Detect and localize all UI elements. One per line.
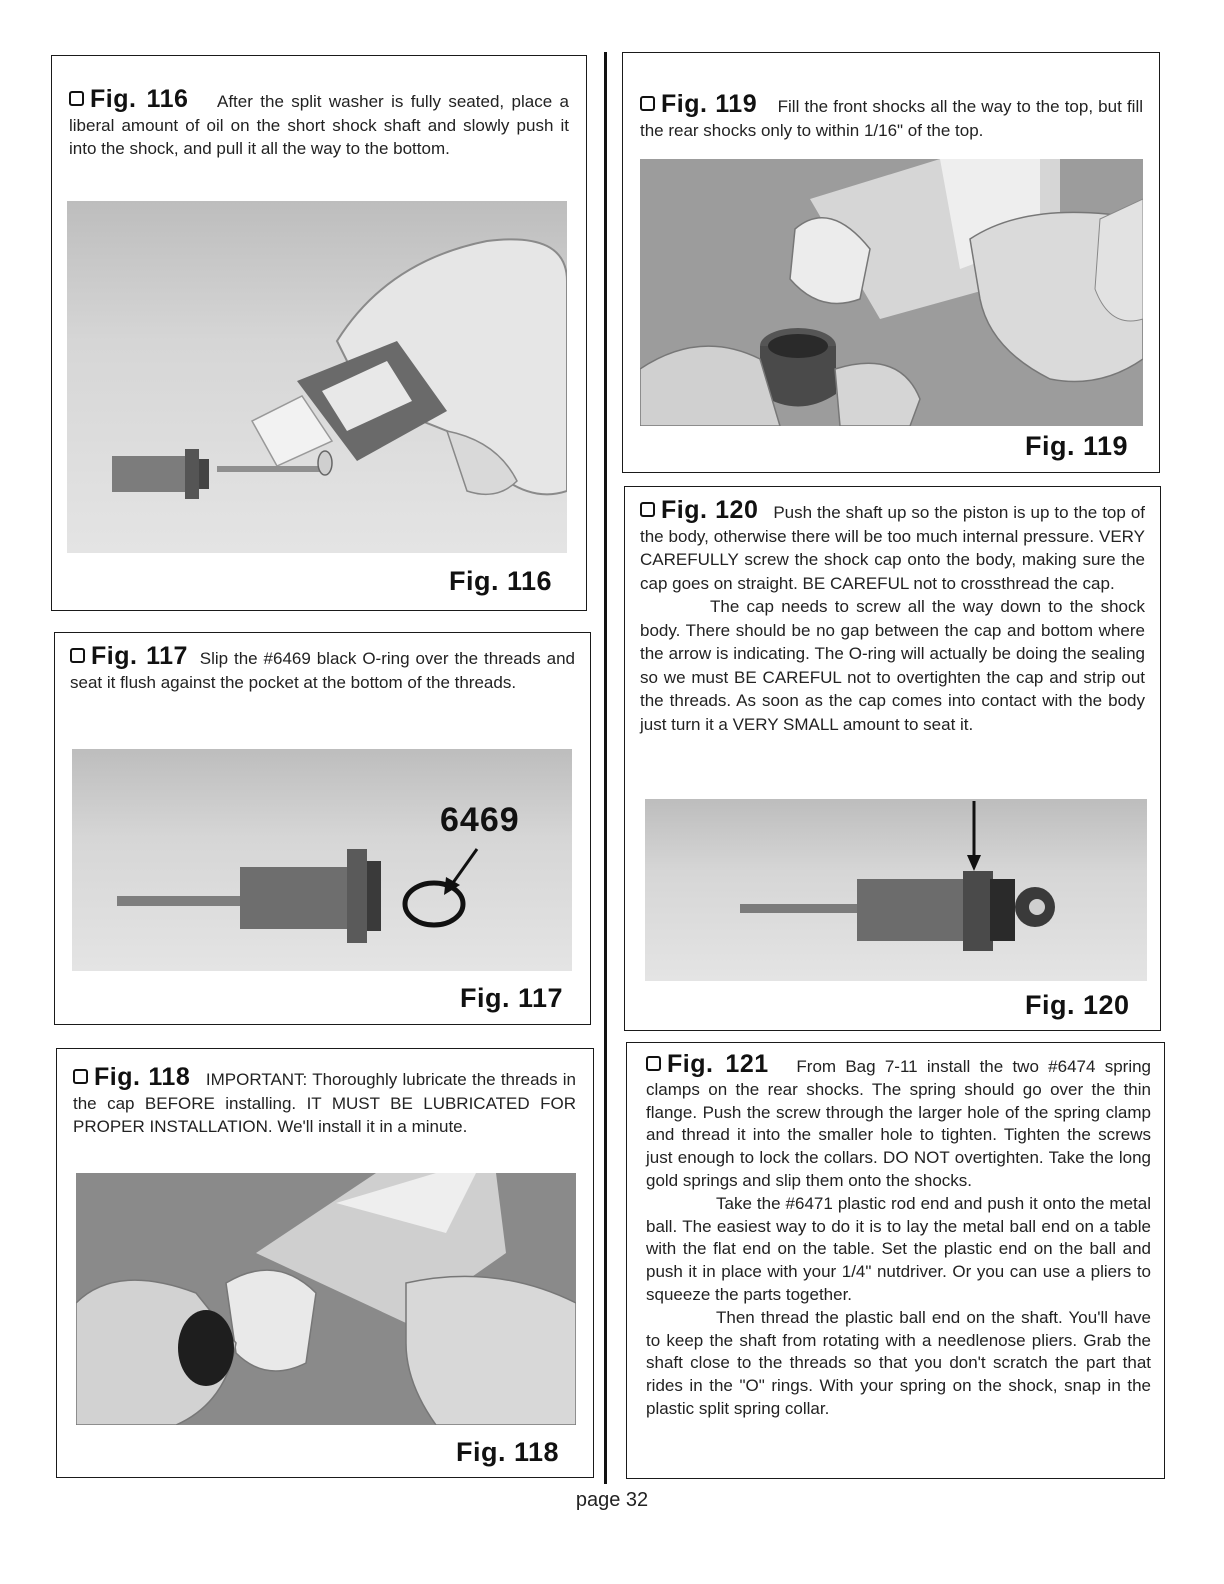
fig-120-photo xyxy=(645,799,1147,981)
checkbox-icon[interactable] xyxy=(646,1056,661,1071)
fig-117-heading: Fig. 117 xyxy=(91,642,188,670)
fig-119-photo xyxy=(640,159,1143,426)
fig-120-body-1: Push the shaft up so the piston is up to the top of the body, otherwise there will be too much internal pressure. VERY CAREFULLY screw the shock cap onto the body, making sure the cap goes on straight. BE CAREFUL not to crossthread the cap. xyxy=(640,503,1145,593)
fig-118-heading: Fig. 118 xyxy=(94,1063,191,1091)
fig-120-caption: Fig. 120 xyxy=(1025,990,1130,1020)
fig-116-caption: Fig. 116 xyxy=(449,566,553,596)
checkbox-icon[interactable] xyxy=(70,648,85,663)
fig-118-caption: Fig. 118 xyxy=(456,1437,560,1467)
page-number: page 32 xyxy=(575,1489,649,1511)
fig-121-body-2: Take the #6471 plastic rod end and push it onto the metal ball. The easiest way to do it is to lay the metal ball end on a table with the flat end on the table. Set the plastic end on the ball and push it in place with your 1/4" nutdriver. Or you can use a pliers to squeeze the parts together. xyxy=(646,1193,1151,1304)
fig-116-heading: Fig. 116 xyxy=(90,85,189,113)
fig-121-body-3: Then thread the plastic ball end on the shaft. You'll have to keep the shaft from rotating with a needlenose pliers. Grab the shaft close to the threads so that you don't scratch the part that rides in the "O" rings. With your spring on the shock, snap in the plastic split spring collar. xyxy=(646,1307,1151,1418)
fig-117-part-label: 6469 xyxy=(440,801,520,839)
fig-116-body: After the split washer is fully seated, place a liberal amount of oil on the short shock shaft and slowly push it into the shock, and pull it all the way to the bottom. xyxy=(69,92,569,158)
fig-118-body: IMPORTANT: Thoroughly lubricate the threads in the cap BEFORE installing. IT MUST BE LUBRICATED FOR PROPER INSTALLATION. We'll install it in a minute. xyxy=(73,1070,576,1136)
fig-120-box xyxy=(624,486,1161,1031)
fig-121-body-1: From Bag 7-11 install the two #6474 spring clamps on the rear shocks. The spring should go over the thin flange. Push the screw through the larger hole of the spring clamp and thread it into the smaller hole to tighten. Tighten the screws just enough to lock the collars. DO NOT overtighten. Take the long gold springs and slip them onto the shocks. xyxy=(646,1057,1152,1190)
fig-120-body-2: The cap needs to screw all the way down to the shock body. There should be no gap between the cap and bottom where the arrow is indicating. The O-ring will actually be doing the sealing so we must BE CAREFUL not to overtighten the cap and strip out the threads. As soon as the cap comes into contact with the body just turn it a VERY SMALL amount to seat it. xyxy=(640,597,1145,734)
fig-120-heading: Fig. 120 xyxy=(661,496,759,524)
fig-119-text xyxy=(640,90,1143,142)
checkbox-icon[interactable] xyxy=(640,502,655,517)
fig-121-box xyxy=(626,1042,1165,1479)
fig-119-body: Fill the front shocks all the way to the top, but fill the rear shocks only to within 1/16" of the top. xyxy=(640,97,1143,140)
fig-116-box xyxy=(51,55,587,611)
fig-116-photo xyxy=(67,201,567,553)
fig-117-text xyxy=(70,642,575,694)
fig-117-box xyxy=(54,632,591,1025)
fig-119-caption: Fig. 119 xyxy=(1025,431,1129,461)
fig-118-box xyxy=(56,1048,594,1478)
fig-117-photo xyxy=(72,749,572,971)
column-divider xyxy=(604,52,607,1484)
fig-117-caption: Fig. 117 xyxy=(460,983,564,1013)
checkbox-icon[interactable] xyxy=(640,96,655,111)
fig-120-text xyxy=(640,496,1145,736)
fig-119-box xyxy=(622,52,1160,473)
fig-116-text xyxy=(69,85,569,161)
checkbox-icon[interactable] xyxy=(73,1069,88,1084)
fig-119-heading: Fig. 119 xyxy=(661,90,758,118)
fig-118-photo xyxy=(76,1173,576,1425)
checkbox-icon[interactable] xyxy=(69,91,84,106)
fig-118-text xyxy=(73,1063,576,1139)
fig-117-body: Slip the #6469 black O-ring over the threads and seat it flush against the pocket at the bottom of the threads. xyxy=(70,649,575,692)
fig-121-text xyxy=(646,1050,1152,1421)
fig-121-heading: Fig. 121 xyxy=(667,1050,769,1078)
